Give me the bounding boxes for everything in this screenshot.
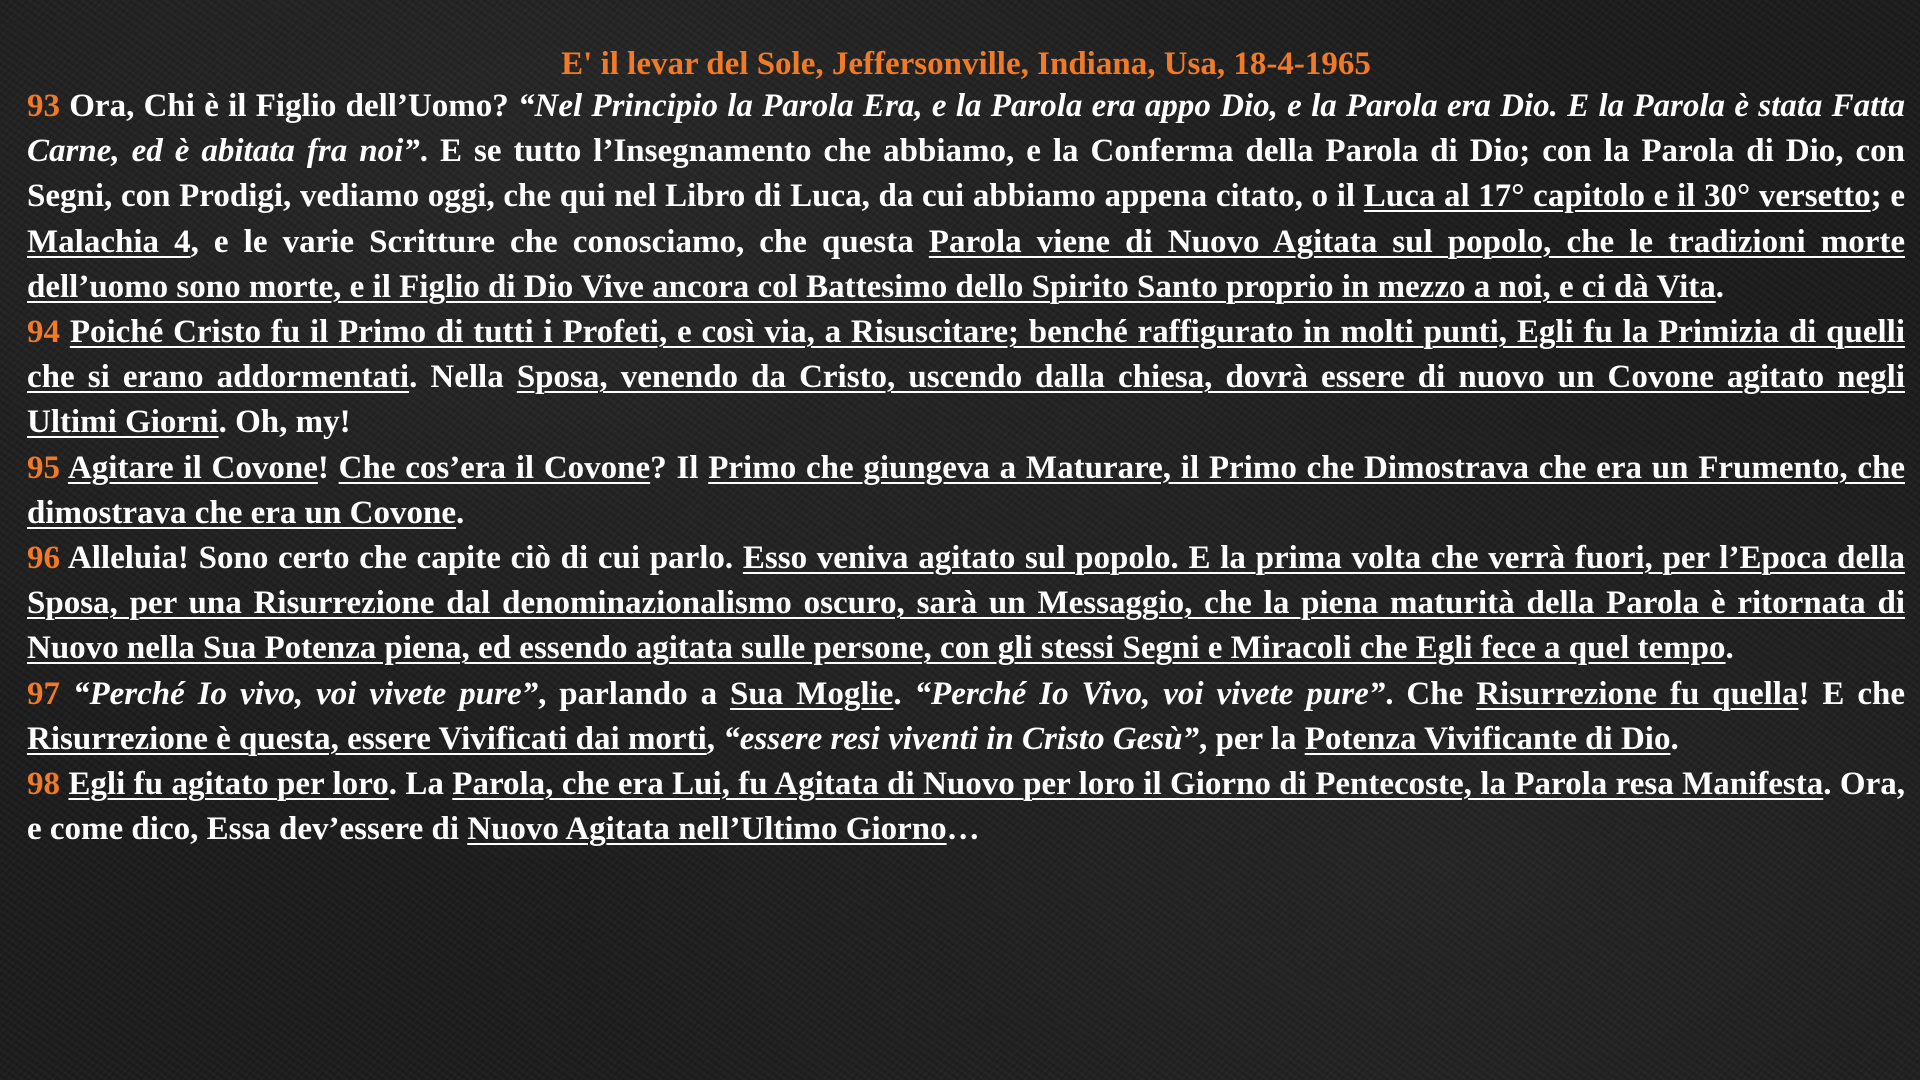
underlined-text-segment: Agitare il Covone: [67, 449, 318, 486]
paragraph-94: [27, 310, 1905, 446]
text-segment: .: [1725, 630, 1734, 667]
paragraph-number: 98: [27, 766, 60, 803]
underlined-text-segment: Parola, che era Lui, fu Agitata di Nuovo per loro il Giorno di Pentecoste, la Parola resa Manifesta: [452, 766, 1824, 803]
text-segment: ! E che: [1798, 675, 1905, 712]
text-segment: ,: [706, 720, 724, 757]
quoted-italic-text-segment: “Nel Principio la Parola Era, e la Parola era appo Dio, e la Parola era Dio. E la Parola è stata Fatta Carne, ed è abitata fra noi”: [27, 88, 1906, 170]
text-segment: [60, 450, 68, 486]
text-segment: , e le varie Scritture che conosciamo, che questa: [190, 223, 929, 260]
underlined-text-segment: Malachia 4: [27, 223, 191, 260]
quoted-italic-text-segment: “Perché Io Vivo, voi vivete pure”: [914, 675, 1386, 712]
underlined-text-segment: Nuovo Agitata nell’Ultimo Giorno: [467, 811, 947, 848]
text-segment: . La: [388, 766, 453, 803]
paragraph-number: 97: [27, 675, 60, 712]
text-segment: . Che: [1385, 675, 1477, 712]
quoted-italic-text-segment: “essere resi viventi in Cristo Gesù”: [723, 720, 1199, 757]
slide: [27, 44, 1905, 852]
paragraph-number: 93: [27, 88, 60, 124]
text-segment: . Oh, my!: [218, 404, 351, 441]
text-segment: ? Il: [650, 449, 709, 486]
text-segment: [60, 676, 73, 712]
text-segment: . E se tutto l’Insegnamento che abbiamo, e la Conferma della Parola di Dio; con la Parola di Dio, con Segni, con Prodigi, vediamo oggi, che qui nel Libro di Luca, da cui abbiamo appena citato, o il: [27, 133, 1905, 215]
paragraph-97: [27, 672, 1905, 762]
paragraph-95: [27, 446, 1905, 536]
paragraph-96: [27, 536, 1905, 672]
underlined-text-segment: Risurrezione fu quella: [1476, 675, 1799, 712]
paragraph-number: 94: [27, 314, 60, 351]
underlined-text-segment: Potenza Vivificante di Dio: [1304, 720, 1671, 757]
text-segment: Alleluia! Sono certo che capite ciò di cui parlo.: [60, 540, 743, 577]
quoted-italic-text-segment: “Perché Io vivo, voi vivete pure”: [72, 675, 539, 712]
underlined-text-segment: Sua Moglie: [730, 675, 894, 712]
text-segment: !: [317, 449, 339, 486]
underlined-text-segment: Sposa, venendo da Cristo, uscendo dalla chiesa, dovrà essere di nuovo un Covone agitato negli Ultimi Giorni: [27, 359, 1905, 441]
text-segment: .: [893, 675, 915, 712]
text-segment: . Nella: [409, 359, 517, 396]
paragraph-number: 95: [27, 449, 60, 486]
text-segment: Ora, Chi è il Figlio dell’Uomo?: [60, 88, 519, 124]
paragraph-number: 96: [27, 540, 60, 577]
slide-title: E' il levar del Sole, Jeffersonville, Indiana, Usa, 18-4-1965: [561, 46, 1371, 82]
body-text: [27, 84, 1905, 852]
text-segment: .: [455, 494, 465, 531]
text-segment: [60, 314, 70, 350]
underlined-text-segment: Egli fu agitato per loro: [68, 766, 389, 803]
underlined-text-segment: Che cos’era il Covone: [338, 449, 651, 486]
text-segment: , per la: [1199, 720, 1305, 757]
text-segment: ; e: [1870, 178, 1905, 215]
underlined-text-segment: Parola viene di Nuovo Agitata sul popolo, che le tradizioni morte dell’uomo sono morte, e il Figlio di Dio Vive ancora col Battesimo dello Spirito Santo proprio in mezzo a noi, e ci dà Vita: [27, 223, 1905, 305]
underlined-text-segment: Risurrezione è questa, essere Vivificati dai morti: [27, 720, 707, 757]
text-segment: .: [1670, 720, 1679, 757]
text-segment: , parlando a: [538, 675, 731, 712]
text-segment: . Ora, e come dico, Essa dev’essere di: [27, 766, 1905, 848]
text-segment: .: [1715, 268, 1724, 305]
underlined-text-segment: Poiché Cristo fu il Primo di tutti i Profeti, e così via, a Risuscitare; benché raffigurato in molti punti, Egli fu la Primizia di quelli che si erano addormentati: [27, 314, 1906, 396]
underlined-text-segment: Luca al 17° capitolo e il 30° versetto: [1363, 178, 1871, 215]
paragraph-93: [27, 84, 1905, 310]
paragraph-98: [27, 762, 1905, 852]
underlined-text-segment: Primo che giungeva a Maturare, il Primo che Dimostrava che era un Frumento, che dimostrava che era un Covone: [27, 449, 1905, 531]
text-segment: …: [946, 811, 980, 848]
underlined-text-segment: Esso veniva agitato sul popolo. E la prima volta che verrà fuori, per l’Epoca della Sposa, per una Risurrezione dal denominazionalismo oscuro, sarà un Messaggio, che la piena maturità della Parola è ritornata di Nuovo nella Sua Potenza piena, ed essendo agitata sulle persone, con gli stessi Segni e Miracoli che Egli fece a quel tempo: [27, 540, 1906, 667]
